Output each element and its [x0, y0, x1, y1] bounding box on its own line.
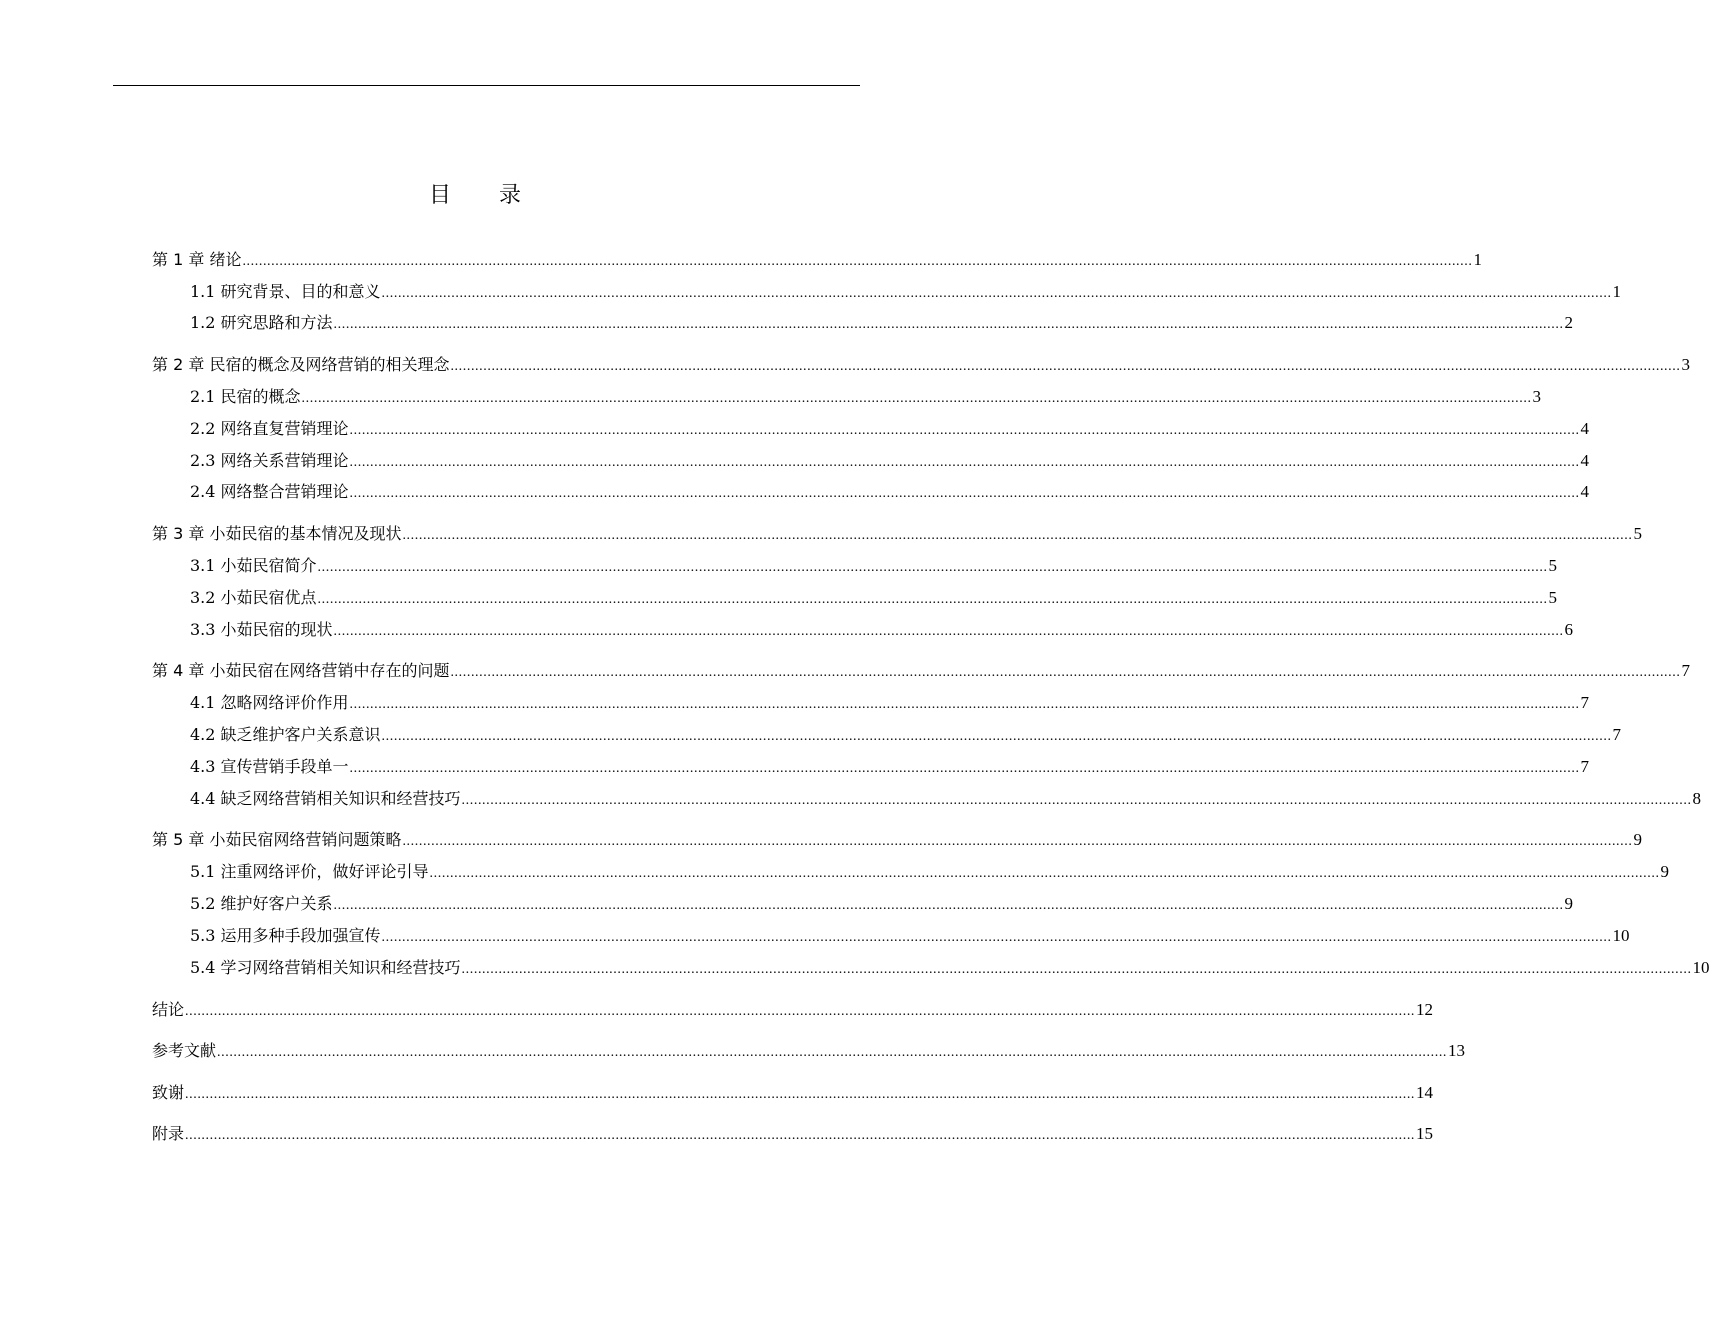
toc-label: 4.4 缺乏网络营销相关知识和经营技巧: [190, 789, 461, 808]
toc-leader-dots: ............................................................................................................................................................................................................................................................................................................: [242, 254, 1473, 269]
toc-leader-dots: ............................................................................................................................................................................................................................................................................................................: [185, 1087, 1416, 1102]
toc-label: 第 3 章 小茹民宿的基本情况及现状: [152, 524, 402, 543]
toc-page-number: 3: [1681, 355, 1690, 374]
toc-label: 3.1 小茹民宿简介: [190, 556, 317, 575]
toc-leader-dots: ............................................................................................................................................................................................................................................................................................................: [333, 624, 1564, 639]
toc-label: 4.2 缺乏维护客户关系意识: [190, 725, 381, 744]
toc-entry-4-2[interactable]: [190, 723, 1622, 747]
toc-leader-dots: ............................................................................................................................................................................................................................................................................................................: [402, 528, 1633, 543]
toc-entry-5-4[interactable]: [190, 956, 1710, 980]
toc-page-number: 4: [1580, 451, 1590, 470]
toc-entry-3-1[interactable]: [190, 554, 1558, 578]
toc-label: 5.3 运用多种手段加强宣传: [190, 926, 381, 945]
toc-entry-2-2[interactable]: [190, 417, 1590, 441]
toc-leader-dots: ............................................................................................................................................................................................................................................................................................................: [317, 560, 1548, 575]
toc-label: 3.3 小茹民宿的现状: [190, 620, 333, 639]
toc-leader-dots: ............................................................................................................................................................................................................................................................................................................: [217, 1045, 1448, 1060]
toc-entry-chapter-1[interactable]: [152, 248, 1482, 272]
toc-entry-5-1[interactable]: [190, 860, 1670, 884]
toc-label: 结论: [152, 1000, 185, 1019]
toc-page-number: 7: [1612, 725, 1622, 744]
toc-page-number: 3: [1532, 387, 1542, 406]
toc-label: 1.2 研究思路和方法: [190, 313, 333, 332]
toc-label: 5.2 维护好客户关系: [190, 894, 333, 913]
toc-leader-dots: ............................................................................................................................................................................................................................................................................................................: [381, 930, 1612, 945]
toc-label: 2.2 网络直复营销理论: [190, 419, 349, 438]
toc-page-number: 9: [1660, 862, 1670, 881]
toc-entry-appendix[interactable]: [152, 1122, 1434, 1146]
toc-entry-chapter-3[interactable]: [152, 522, 1642, 546]
toc-page-number: 14: [1416, 1083, 1434, 1102]
toc-page-number: 12: [1416, 1000, 1434, 1019]
toc-label: 第 5 章 小茹民宿网络营销问题策略: [152, 830, 402, 849]
toc-leader-dots: ............................................................................................................................................................................................................................................................................................................: [349, 455, 1580, 470]
toc-entry-chapter-5[interactable]: [152, 828, 1642, 852]
toc-page-number: 6: [1564, 620, 1574, 639]
toc-page-number: 13: [1448, 1041, 1466, 1060]
toc-entry-1-1[interactable]: [190, 280, 1622, 304]
toc-page-number: 7: [1580, 693, 1590, 712]
toc-leader-dots: ............................................................................................................................................................................................................................................................................................................: [349, 697, 1580, 712]
page-title: [0, 178, 950, 209]
toc-entry-2-1[interactable]: [190, 385, 1542, 409]
toc-leader-dots: ............................................................................................................................................................................................................................................................................................................: [185, 1128, 1416, 1143]
toc-leader-dots: ............................................................................................................................................................................................................................................................................................................: [381, 286, 1612, 301]
toc-entry-3-3[interactable]: [190, 618, 1574, 642]
toc-entry-chapter-2[interactable]: [152, 353, 1690, 377]
toc-label: 附录: [152, 1124, 185, 1143]
toc-page-number: 7: [1681, 661, 1690, 680]
toc-entry-4-1[interactable]: [190, 691, 1590, 715]
toc-entry-references[interactable]: [152, 1039, 1466, 1063]
toc-page-number: 4: [1580, 419, 1590, 438]
toc-leader-dots: ............................................................................................................................................................................................................................................................................................................: [349, 486, 1580, 501]
toc-leader-dots: ............................................................................................................................................................................................................................................................................................................: [450, 359, 1681, 374]
toc-leader-dots: ............................................................................................................................................................................................................................................................................................................: [301, 391, 1532, 406]
toc-leader-dots: ............................................................................................................................................................................................................................................................................................................: [333, 898, 1564, 913]
toc-entry-chapter-4[interactable]: [152, 659, 1690, 683]
toc-label: 第 2 章 民宿的概念及网络营销的相关理念: [152, 355, 450, 374]
toc-label: 2.1 民宿的概念: [190, 387, 301, 406]
toc-entry-conclusion[interactable]: [152, 998, 1434, 1022]
toc-label: 4.1 忽略网络评价作用: [190, 693, 349, 712]
toc-page-number: 8: [1692, 789, 1702, 808]
toc-page-number: 2: [1564, 313, 1574, 332]
toc-leader-dots: ............................................................................................................................................................................................................................................................................................................: [317, 592, 1548, 607]
toc-page-number: 5: [1633, 524, 1642, 543]
toc-leader-dots: ............................................................................................................................................................................................................................................................................................................: [381, 729, 1612, 744]
toc-leader-dots: ............................................................................................................................................................................................................................................................................................................: [185, 1004, 1416, 1019]
toc-page-number: 1: [1473, 250, 1482, 269]
toc-label: 第 1 章 绪论: [152, 250, 242, 269]
title-char-1: 目: [428, 183, 451, 208]
toc-entry-2-3[interactable]: [190, 449, 1590, 473]
toc-page-number: 10: [1612, 926, 1630, 945]
toc-entry-4-3[interactable]: [190, 755, 1590, 779]
toc-label: 4.3 宣传营销手段单一: [190, 757, 349, 776]
toc-entry-4-4[interactable]: [190, 787, 1702, 811]
title-char-2: 录: [499, 183, 522, 208]
toc-leader-dots: ............................................................................................................................................................................................................................................................................................................: [450, 665, 1681, 680]
toc-leader-dots: ............................................................................................................................................................................................................................................................................................................: [349, 423, 1580, 438]
toc-entry-5-3[interactable]: [190, 924, 1630, 948]
header-rule: [113, 85, 860, 86]
toc-page-number: 7: [1580, 757, 1590, 776]
toc-label: 2.3 网络关系营销理论: [190, 451, 349, 470]
toc-entry-3-2[interactable]: [190, 586, 1558, 610]
toc-entry-1-2[interactable]: [190, 311, 1574, 335]
toc-page-number: 4: [1580, 482, 1590, 501]
toc-entry-2-4[interactable]: [190, 480, 1590, 504]
toc-leader-dots: ............................................................................................................................................................................................................................................................................................................: [349, 761, 1580, 776]
toc-label: 致谢: [152, 1083, 185, 1102]
toc-leader-dots: ............................................................................................................................................................................................................................................................................................................: [461, 962, 1692, 977]
toc-leader-dots: ............................................................................................................................................................................................................................................................................................................: [402, 834, 1633, 849]
toc-page-number: 9: [1564, 894, 1574, 913]
toc-label: 第 4 章 小茹民宿在网络营销中存在的问题: [152, 661, 450, 680]
toc-label: 参考文献: [152, 1041, 217, 1060]
toc-label: 5.4 学习网络营销相关知识和经营技巧: [190, 958, 461, 977]
toc-page-number: 9: [1633, 830, 1642, 849]
toc-label: 3.2 小茹民宿优点: [190, 588, 317, 607]
toc-leader-dots: ............................................................................................................................................................................................................................................................................................................: [333, 317, 1564, 332]
toc-page-number: 15: [1416, 1124, 1434, 1143]
toc-page-number: 1: [1612, 282, 1622, 301]
toc-label: 2.4 网络整合营销理论: [190, 482, 349, 501]
toc-label: 1.1 研究背景、目的和意义: [190, 282, 381, 301]
toc-leader-dots: ............................................................................................................................................................................................................................................................................................................: [429, 866, 1660, 881]
toc-label: 5.1 注重网络评价，做好评论引导: [190, 862, 429, 881]
toc-entry-thanks[interactable]: [152, 1081, 1434, 1105]
toc-page-number: 10: [1692, 958, 1710, 977]
toc-page-number: 5: [1548, 556, 1558, 575]
toc-entry-5-2[interactable]: [190, 892, 1574, 916]
toc-leader-dots: ............................................................................................................................................................................................................................................................................................................: [461, 793, 1692, 808]
toc-page-number: 5: [1548, 588, 1558, 607]
